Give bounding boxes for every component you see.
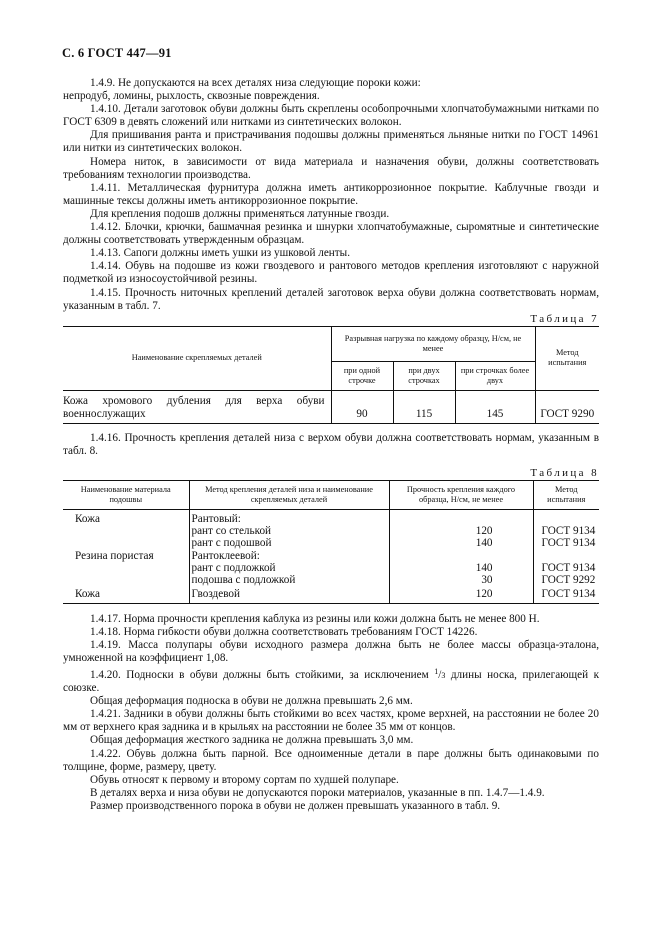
table-8-cell-material: Резина пористая <box>63 549 189 563</box>
table-8-cell-value <box>389 510 533 526</box>
table-8-cell-method: рант со стелькой <box>189 526 389 538</box>
table-7-cell-v2: 115 <box>393 390 455 423</box>
table-7-header-method: Метод испытания <box>535 326 599 390</box>
table-7-cell-name: Кожа хромового дубления для верха обуви военнослужащих <box>63 390 331 423</box>
fraction-numerator: 1 <box>434 667 439 677</box>
paragraph-1-4-16: 1.4.16. Прочность крепления деталей низа с верхом обуви должна соответствовать нормам, указанным в табл. 8. <box>63 431 599 457</box>
table-8-cell-method: рант с подошвой <box>189 538 389 550</box>
paragraph-1-4-20: 1.4.20. Подноски в обуви должны быть стойкими, за исключением $^1$/3 длины носка, прилегающей к союзке. <box>63 667 600 695</box>
paragraph-1-4-15: 1.4.15. Прочность ниточных креплений деталей заготовок верха обуви должна соответствовать нормам, указанным в табл. 7. <box>63 286 599 312</box>
table-8-cell-method: Гвоздевой <box>189 587 389 603</box>
paragraph-1-4-9: 1.4.9. Не допускаются на всех деталях низа следующие пороки кожи: <box>90 77 421 89</box>
table-8-cell-method: подошва с подложкой <box>189 575 389 587</box>
paragraph-defects: В деталях верха и низа обуви не допускаются пороки материалов, указанные в пп. 1.4.7—1.4.9. <box>90 786 545 799</box>
table-8-header-test: Метод испытания <box>533 481 599 510</box>
table-row <box>63 526 599 538</box>
table-7-cell-v3: 145 <box>455 390 535 423</box>
page-header: С. 6 ГОСТ 447—91 <box>62 46 172 60</box>
paragraph-1-4-14: 1.4.14. Обувь на подошве из кожи гвоздевого и рантового методов крепления изготовляют с наружной подметкой из износоустойчивой резины. <box>63 260 599 286</box>
table-8-cell-method: Рантовый: <box>189 510 389 526</box>
table-8-cell-test: ГОСТ 9134 <box>541 587 596 600</box>
paragraph-1-4-12: 1.4.12. Блочки, крючки, башмачная резинка и шнурки хлопчатобумажные, сыромятные и синтетические должны соответствовать утвержденным образцам. <box>63 221 599 247</box>
table-7-header-one-stitch: при одной строчке <box>331 361 393 390</box>
table-7-header-more-stitches: при строчках более двух <box>455 361 535 390</box>
paragraph-1-4-9-cont: непродуб, ломины, рыхлость, сквозные повреждения. <box>63 90 320 103</box>
paragraph-defect-size: Размер производственного порока в обуви не должен превышать указанного в табл. 9. <box>90 799 501 812</box>
table-7-header-load: Разрывная нагрузка по каждому образцу, Н/см, не менее <box>331 326 535 361</box>
paragraph-1-4-18: 1.4.18. Норма гибкости обуви должна соответствовать требованиям ГОСТ 14226. <box>90 625 478 638</box>
paragraph-1-4-13: 1.4.13. Сапоги должны иметь ушки из ушковой ленты. <box>90 247 350 260</box>
paragraph-1-4-11: 1.4.11. Металлическая фурнитура должна иметь антикоррозионное покрытие. Каблучные гвозди и машинные тексы должны иметь антикоррозионное покрытие. <box>63 181 599 207</box>
table-8-cell-value: 140 <box>389 538 533 550</box>
table-8-cell-value: 120 <box>389 587 533 603</box>
table-8-cell-value <box>389 549 533 563</box>
paragraph-1-4-22: 1.4.22. Обувь должна быть парной. Все одноименные детали в паре должны быть одинаковыми по толщине, форме, размеру, цвету. <box>63 747 599 773</box>
paragraph-toecap-deformation: Общая деформация подноска в обуви не должна превышать 2,6 мм. <box>90 695 413 708</box>
paragraph-thread-numbers: Номера ниток, в зависимости от вида материала и назначения обуви, должны соответствовать требованиям технологии производства. <box>63 155 599 181</box>
table-row <box>63 538 599 550</box>
paragraph-1-4-20-end: длины носка, прилегающей к союзке. <box>63 669 600 695</box>
paragraph-1-4-20-start: 1.4.20. Подноски в обуви должны быть стойкими, за исключением <box>90 669 429 682</box>
table-row <box>63 587 599 603</box>
table-row <box>63 549 599 563</box>
table-8-header-method: Метод крепления деталей низа и наименование скрепляемых деталей <box>189 481 389 510</box>
table-row <box>63 575 599 587</box>
table-8-cell-test <box>533 549 599 563</box>
table-8-cell-test: ГОСТ 9134 <box>541 524 596 537</box>
table-8-cell-test: ГОСТ 9134 <box>541 562 596 575</box>
table-8-cell-method: Рантоклеевой: <box>189 549 389 563</box>
document-body <box>63 77 599 813</box>
table-7 <box>63 326 599 424</box>
table-7-header-name: Наименование скрепляемых деталей <box>63 326 331 390</box>
paragraph-grade: Обувь относят к первому и второму сортам по худшей полупаре. <box>90 773 399 786</box>
table-8-cell-material <box>63 538 189 550</box>
table-7-cell-method: ГОСТ 9290 <box>540 407 595 420</box>
paragraph-counter-deformation: Общая деформация жесткого задника не должна превышать 3,0 мм. <box>90 734 414 747</box>
table-8 <box>63 480 599 604</box>
paragraph-1-4-10: 1.4.10. Детали заготовок обуви должны быть скреплены особопрочными хлопчатобумажными нитками по ГОСТ 6309 в девять сложений или нитками из синтетических волокон. <box>63 103 599 129</box>
table-row <box>63 563 599 575</box>
paragraph-1-4-17: 1.4.17. Норма прочности крепления каблука из резины или кожи должна быть не менее 800 Н. <box>90 612 540 625</box>
table-row <box>63 510 599 526</box>
table-8-cell-value: 120 <box>389 526 533 538</box>
table-8-cell-test: ГОСТ 9134 <box>541 536 596 549</box>
table-7-caption: Таблица 7 <box>530 312 599 325</box>
table-7-header-two-stitches: при двух строчках <box>393 361 455 390</box>
table-8-cell-material <box>63 563 189 575</box>
table-8-cell-value: 140 <box>389 563 533 575</box>
fraction-denominator: 3 <box>441 671 446 681</box>
table-8-header-strength: Прочность крепления каждого образца, Н/см, не менее <box>389 481 533 510</box>
table-row <box>63 390 599 423</box>
table-7-cell-v1: 90 <box>331 390 393 423</box>
table-8-cell-material: Кожа <box>63 510 189 526</box>
paragraph-brass-nails: Для крепления подошв должны применяться латунные гвозди. <box>90 207 390 220</box>
paragraph-1-4-19: 1.4.19. Масса полупары обуви исходного размера должна быть не более массы образца-эталона, умноженной на коэффициент 1,08. <box>63 638 599 664</box>
table-8-caption: Таблица 8 <box>530 466 599 479</box>
table-8-cell-material: Кожа <box>63 587 189 603</box>
table-8-header-material: Наименование материала подошвы <box>63 481 189 510</box>
table-8-cell-material <box>63 575 189 587</box>
paragraph-threads-welt: Для пришивания ранта и пристрачивания подошвы должны применяться льняные нитки по ГОСТ 14961 или нитки из синтетических волокон. <box>63 129 599 155</box>
paragraph-1-4-21: 1.4.21. Задники в обуви должны быть стойкими во всех частях, кроме верхней, на расстоянии не более 20 мм от верхнего края задника и в крыльях на расстоянии не более 35 мм от концов. <box>63 708 599 734</box>
table-8-cell-material <box>63 526 189 538</box>
table-8-cell-value: 30 <box>389 575 533 587</box>
table-8-cell-test <box>533 510 599 526</box>
table-8-cell-method: рант с подложкой <box>189 563 389 575</box>
table-8-cell-test: ГОСТ 9292 <box>541 574 596 587</box>
